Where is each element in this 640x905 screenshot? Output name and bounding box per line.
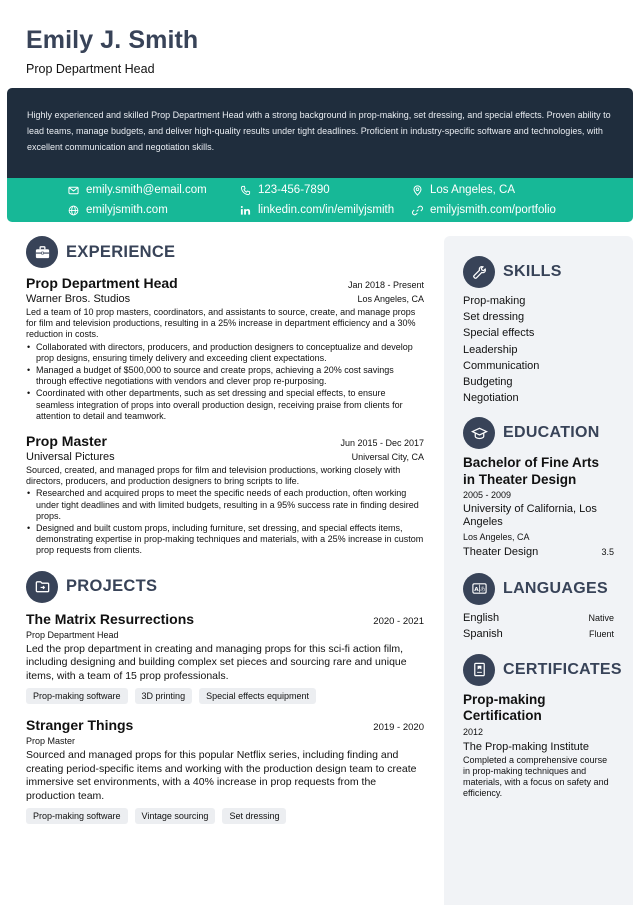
job-title: Prop Department Head (26, 275, 178, 291)
degree-name: Bachelor of Fine Arts in Theater Design (463, 455, 600, 487)
contact-phone[interactable] (240, 184, 330, 196)
education-title: EDUCATION (503, 424, 600, 442)
certificate-description: Completed a comprehensive course in prop-making techniques and materials, with a focus on safety and efficiency. (463, 754, 609, 798)
language-level: Fluent (588, 628, 614, 639)
phone-icon (240, 185, 251, 196)
job-bullet: • Designed and built custom props, including furniture, set dressing, and special effects items, demonstrating expertise in prop-making techniques and materials, with a 25% increase in custom prop requests from clients. (26, 523, 424, 557)
job-dates: Jan 2018 - Present (347, 280, 424, 290)
language-level: Native (588, 612, 614, 623)
skill-tag: 3D printing (135, 688, 193, 704)
gpa: 3.5 (601, 547, 614, 558)
candidate-name: Emily J. Smith (26, 26, 199, 54)
project-role: Prop Department Head (26, 629, 119, 640)
location-pin-icon (412, 185, 423, 196)
education-heading (463, 417, 614, 449)
link-icon (412, 205, 423, 216)
certificate-name: Prop-making Certification (463, 691, 546, 724)
globe-icon (68, 205, 79, 216)
certificate-year: 2012 (463, 726, 484, 737)
job-company: Universal Pictures (26, 451, 115, 464)
language-name: Spanish (463, 627, 503, 640)
skill-item: Leadership (463, 343, 518, 356)
project-role: Prop Master (26, 736, 76, 747)
job-location: Universal City, CA (351, 452, 424, 463)
location-text: Los Angeles, CA (430, 184, 516, 196)
linkedin-text: linkedin.com/in/emilyjsmith (258, 204, 395, 216)
job-bullets (26, 488, 424, 556)
project-description: Sourced and managed props for this popular Netflix series, including finding and creating period-specific items and working with the production design team to create immersive set environments, with a 40% increase in prop requests from the production team. (26, 749, 417, 802)
skill-tag: Prop-making software (26, 688, 128, 704)
summary-text: Highly experienced and skilled Prop Department Head with a strong background in prop-making, set dressing, and special effects. Proven ability to lead teams, manage budgets, and deliver high-quality results under tight deadlines. Proficient in industry-specific software and technologies, with excellent communication and negotiation skills. (27, 110, 611, 152)
skills-heading (463, 256, 614, 288)
job-title: Prop Master (26, 433, 107, 450)
skills-list (463, 293, 614, 406)
summary-box (7, 88, 633, 178)
job-description: Led a team of 10 prop masters, coordinators, and assistants to source, create, and manage props for film and television productions, resulting in a 25% increase in department efficiency and a 30% reduction in costs. (26, 307, 416, 340)
certificates-title: CERTIFICATES (503, 660, 622, 678)
projects-title: PROJECTS (66, 577, 158, 596)
project-description: Led the prop department in creating and managing props for this sci-fi action film, including designing and building complex set pieces and sourcing rare and unique items, with a team of 15 prop professionals. (26, 642, 407, 682)
contact-bar (7, 178, 633, 222)
portfolio-text: emilyjsmith.com/portfolio (430, 204, 556, 216)
main-column (26, 236, 424, 824)
graduation-cap-icon (463, 417, 495, 449)
linkedin-icon (240, 205, 251, 216)
translate-icon (463, 573, 495, 605)
phone-text: 123-456-7890 (258, 184, 330, 196)
project-entry (26, 611, 424, 705)
project-tags (26, 808, 424, 824)
job-bullet: • Managed a budget of $500,000 to source and create props, achieving a 20% cost savings through effective negotiations with vendors and clever prop re-purposing. (26, 365, 424, 387)
contact-website[interactable] (68, 204, 168, 216)
project-title: Stranger Things (26, 717, 134, 734)
skill-item: Set dressing (463, 311, 525, 324)
skill-tag: Special effects equipment (199, 688, 316, 704)
school-name: University of California, Los Angeles (463, 503, 597, 529)
languages-heading (463, 573, 614, 605)
contact-email[interactable] (68, 184, 207, 196)
skill-item: Budgeting (463, 376, 513, 389)
language-row (463, 610, 614, 626)
job-description: Sourced, created, and managed props for film and television productions, working closely with directors, producers, and production designers to bring scripts to life. (26, 465, 401, 487)
education-entry (463, 455, 614, 560)
job-entry (26, 275, 424, 422)
skill-tag: Prop-making software (26, 808, 128, 824)
job-bullet: • Collaborated with directors, producers, and production designers to conceptualize and develop prop designs, ensuring timely delivery and exceeding client expectations. (26, 342, 424, 364)
language-name: English (463, 611, 500, 624)
education-dates: 2005 - 2009 (463, 490, 512, 501)
website-text: emilyjsmith.com (86, 204, 168, 216)
folder-icon (26, 571, 58, 603)
certificate-institution: The Prop-making Institute (463, 740, 589, 753)
school-location: Los Angeles, CA (463, 532, 530, 543)
experience-heading (26, 236, 424, 268)
projects-heading (26, 571, 424, 603)
language-row (463, 626, 614, 642)
languages-list (463, 610, 614, 642)
job-bullet: • Coordinated with other departments, such as set dressing and special effects, to ensure seamless integration of props into overall production design, receiving praise from clients for attention to detail and teamwork. (26, 388, 424, 422)
job-bullets (26, 342, 424, 422)
candidate-title: Prop Department Head (26, 62, 155, 76)
sidebar (444, 236, 633, 905)
job-location: Los Angeles, CA (357, 294, 424, 304)
svg-text:A: A (473, 587, 479, 594)
project-entry (26, 717, 424, 824)
job-entry (26, 433, 424, 557)
email-icon (68, 185, 79, 196)
wrench-icon (463, 256, 495, 288)
job-company: Warner Bros. Studios (26, 293, 131, 305)
contact-location (412, 184, 515, 196)
skill-tag: Set dressing (222, 808, 286, 824)
skill-item: Prop-making (463, 295, 526, 307)
skill-tag: Vintage sourcing (135, 808, 216, 824)
languages-title: LANGUAGES (503, 579, 608, 597)
project-dates: 2019 - 2020 (373, 722, 424, 734)
certificate-icon (463, 654, 495, 686)
briefcase-icon (26, 236, 58, 268)
certificates-heading (463, 654, 622, 686)
skill-item: Negotiation (463, 392, 519, 405)
skill-item: Special effects (463, 327, 535, 340)
contact-linkedin[interactable] (240, 204, 394, 216)
certificate-entry (463, 692, 614, 799)
contact-portfolio[interactable] (412, 204, 556, 216)
skill-item: Communication (463, 359, 540, 372)
resume-header (26, 26, 198, 76)
experience-title: EXPERIENCE (66, 242, 176, 261)
email-text: emily.smith@email.com (86, 184, 207, 196)
major: Theater Design (463, 546, 539, 559)
project-dates: 2020 - 2021 (373, 615, 424, 627)
job-bullet: • Researched and acquired props to meet the specific needs of each production, often working under tight deadlines and with limited budgets, resulting in a 95% success rate in finding desired props. (26, 488, 424, 522)
job-dates: Jun 2015 - Dec 2017 (340, 438, 424, 449)
project-tags (26, 688, 424, 704)
svg-text:あ: あ (479, 587, 485, 594)
skills-title: SKILLS (503, 263, 562, 280)
project-title: The Matrix Resurrections (26, 610, 195, 627)
